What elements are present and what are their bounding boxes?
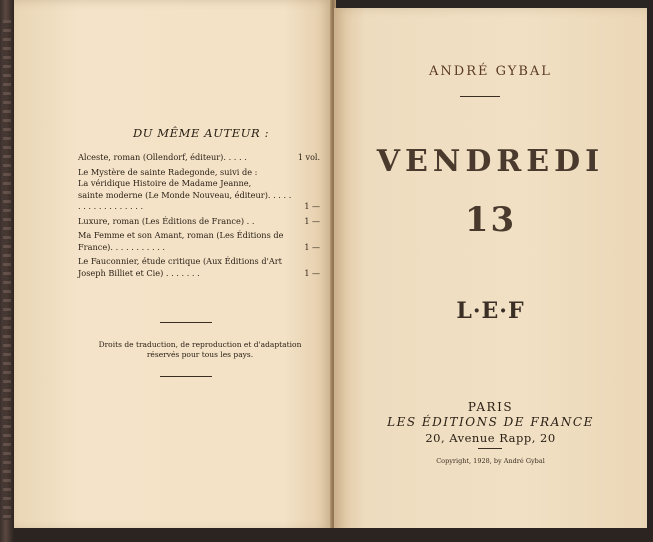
same-author-heading: DU MÊME AUTEUR : — [132, 126, 270, 140]
book-binding — [0, 0, 14, 542]
book-edge — [14, 528, 653, 542]
entry-count: 1 — — [304, 216, 320, 226]
divider — [160, 376, 212, 377]
publisher-name: LES ÉDITIONS DE FRANCE — [387, 415, 594, 429]
list-item — [78, 152, 320, 164]
entry-text: Le Mystère de sainte Radegonde, suivi de : — [78, 166, 258, 177]
entry-count: 1 — — [304, 268, 320, 278]
entry-count: 1 — — [304, 242, 320, 252]
rights-notice: Droits de traduction, de reproduction et d'adaptation réservés pour tous les pays. — [98, 340, 302, 359]
copyright-notice: Copyright, 1928, by André Gybal — [436, 457, 545, 465]
list-item — [78, 256, 320, 279]
binding-texture — [3, 20, 11, 520]
divider — [460, 96, 500, 97]
list-item — [78, 167, 320, 179]
divider — [160, 322, 212, 323]
entry-text: sainte moderne (Le Monde Nouveau, éditeur). . . . . . . . . . . . . . . . . . — [78, 189, 292, 211]
entry-text: La véridique Histoire de Madame Jeanne, — [78, 178, 252, 188]
entry-text: Luxure, roman (Les Éditions de France) . . — [78, 215, 255, 226]
list-item — [78, 230, 320, 253]
divider — [478, 448, 502, 449]
list-item — [78, 190, 320, 213]
list-item — [78, 216, 320, 228]
publisher-logo: L·E·F — [456, 298, 525, 324]
right-page — [334, 8, 647, 538]
entry-count: 1 vol. — [297, 153, 320, 162]
book-title: VENDREDI — [376, 144, 605, 179]
entry-count: 1 — — [304, 202, 320, 211]
list-item — [78, 178, 320, 190]
bibliography-list — [78, 152, 320, 282]
publication-city: PARIS — [467, 400, 514, 414]
entry-text: Alceste, roman (Ollendorf, éditeur). . . . . — [78, 152, 247, 162]
entry-text: Ma Femme et son Amant, roman (Les Éditions de France). . . . . . . . . . . — [78, 230, 284, 252]
author-name: ANDRÉ GYBAL — [429, 64, 552, 79]
left-page — [14, 0, 332, 531]
publisher-address: 20, Avenue Rapp, 20 — [425, 431, 556, 445]
entry-text: Le Fauconnier, étude critique (Aux Éditions d'Art Joseph Billiet et Cie) . . . . . . . — [78, 256, 282, 278]
book-title-number: 13 — [464, 200, 517, 240]
